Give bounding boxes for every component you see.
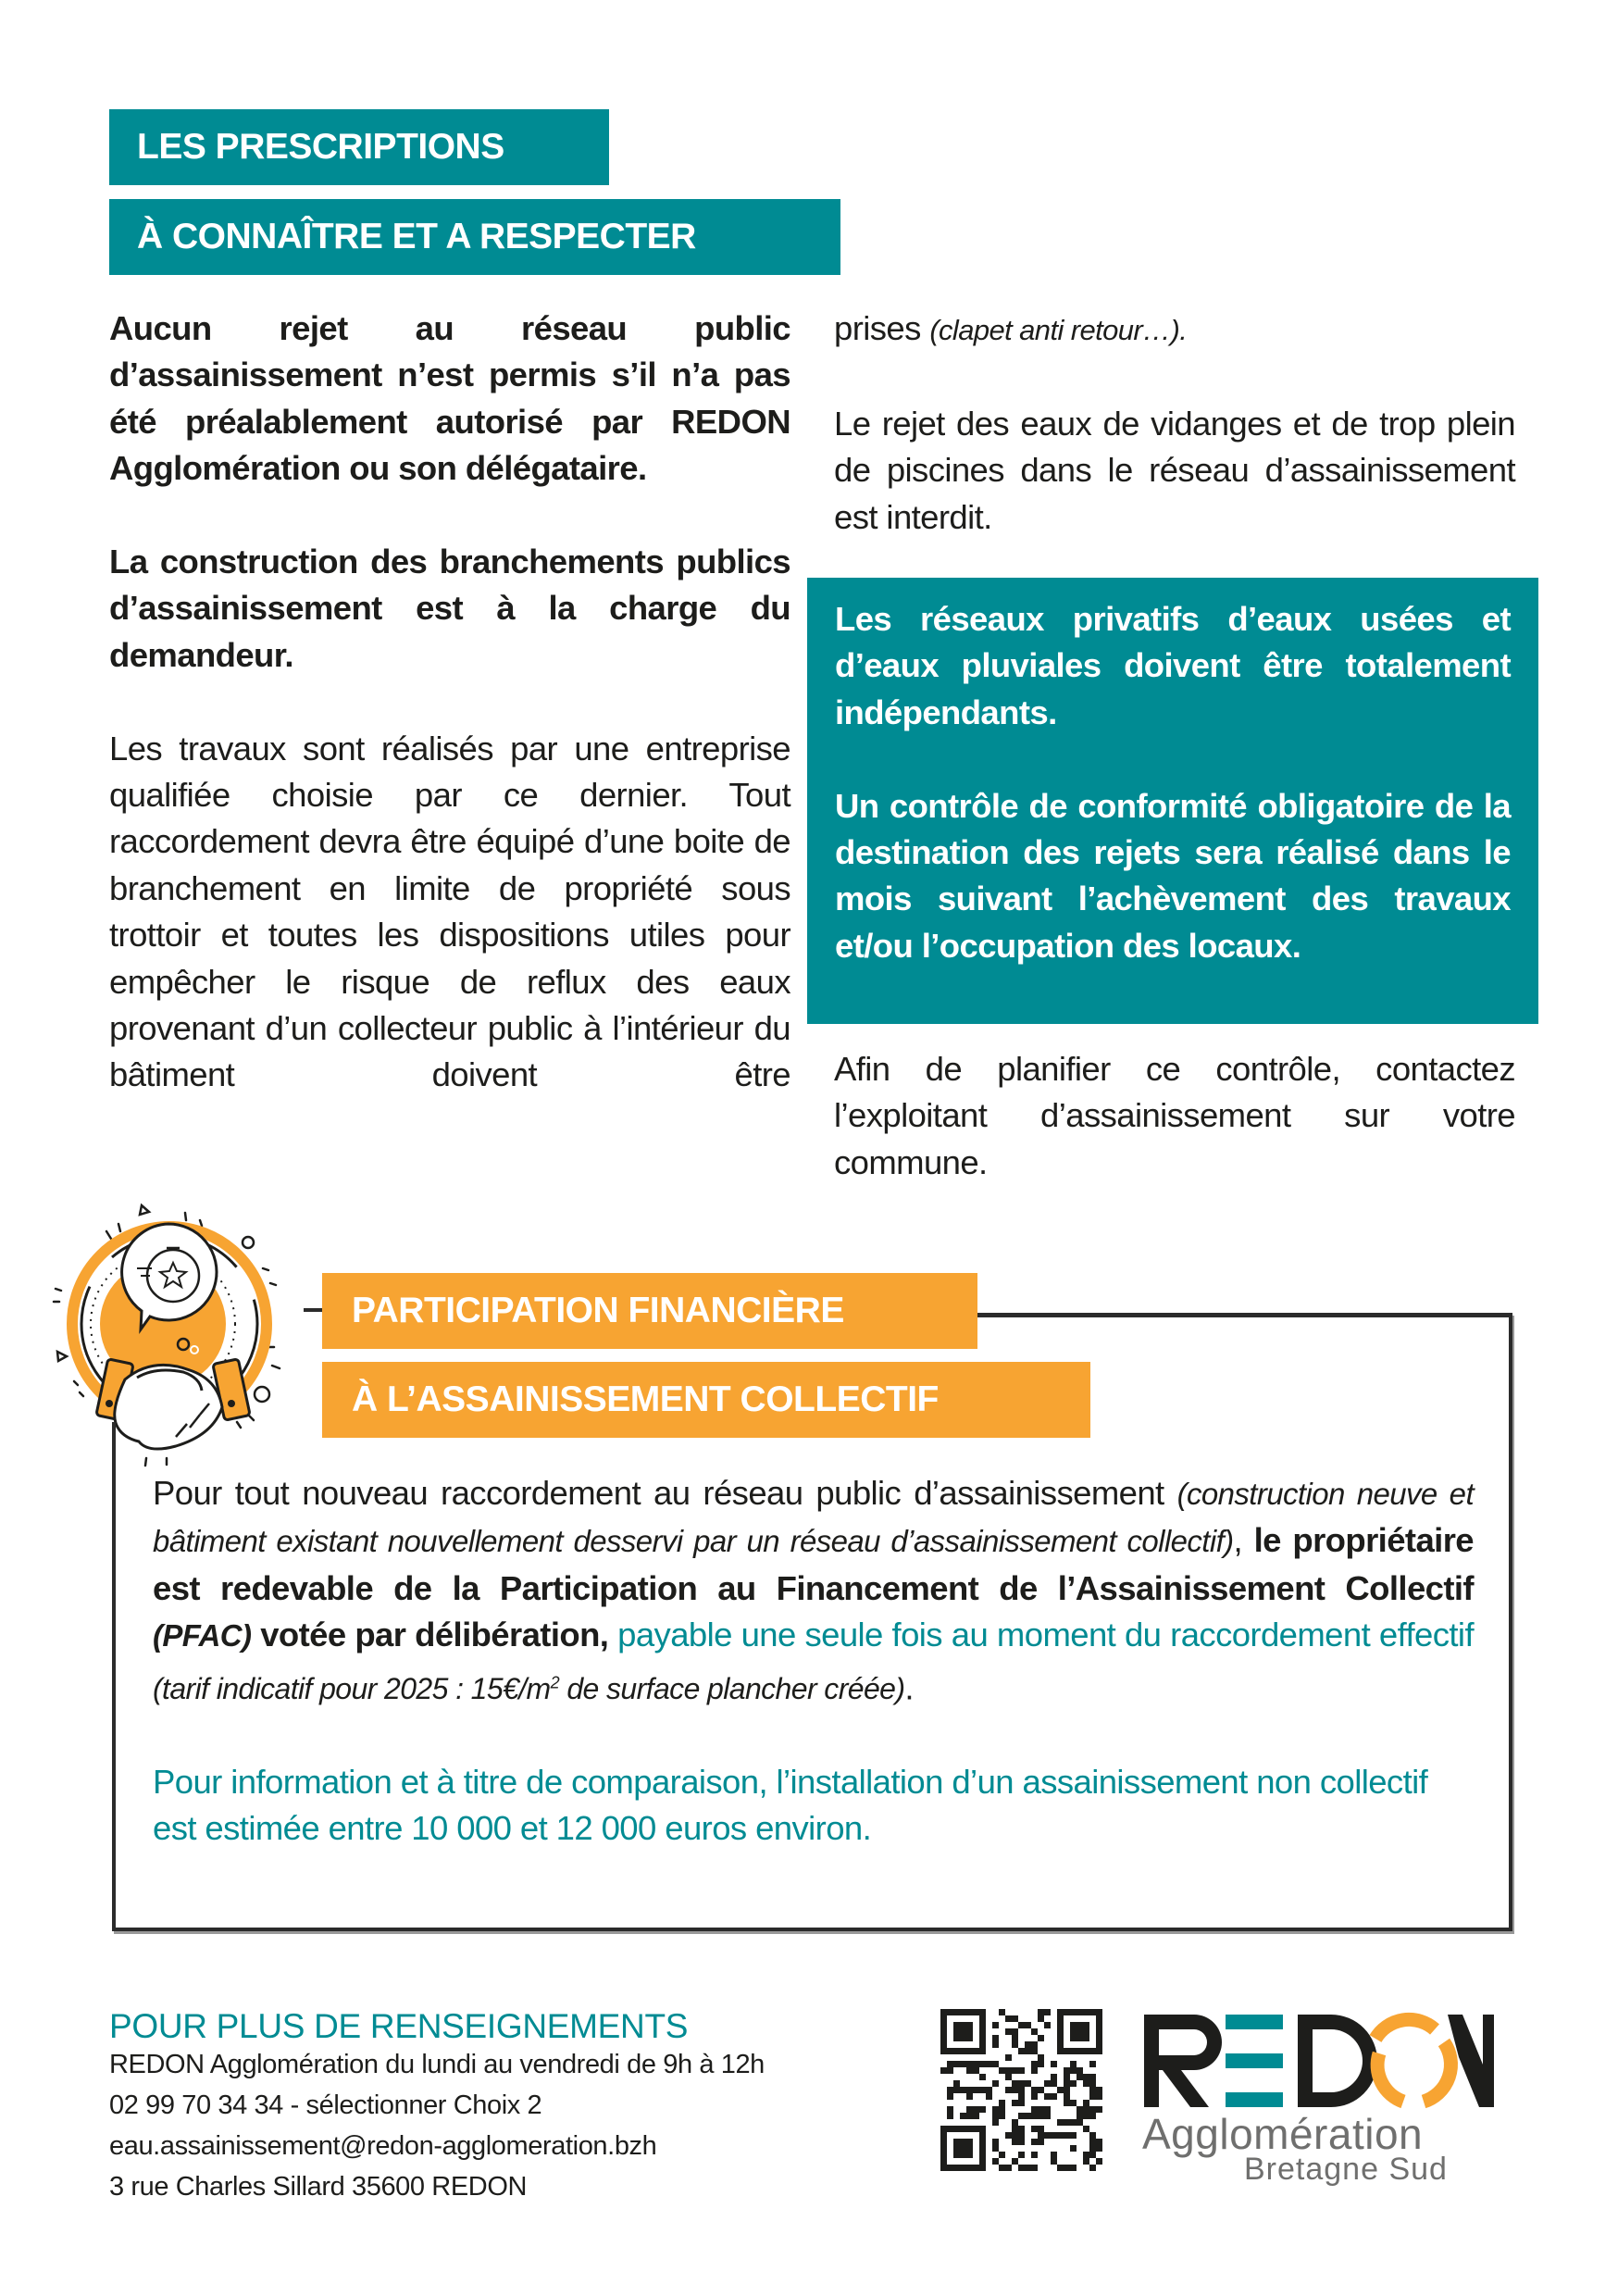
handshake-icon: [37, 1194, 370, 1481]
qr-code-icon[interactable]: [940, 2009, 1102, 2171]
qr-module: [1018, 2093, 1025, 2100]
qr-module: [973, 2106, 979, 2113]
bold-text: le propriétaire est redevable de la Participation au Financement de l’Assainissement Collectif: [153, 1521, 1475, 1607]
qr-module: [1077, 2067, 1083, 2074]
footer-phone[interactable]: 02 99 70 34 34 - sélectionner Choix 2: [109, 2090, 542, 2120]
qr-module: [999, 2100, 1005, 2106]
qr-module: [1089, 2080, 1096, 2087]
qr-module: [1031, 2106, 1038, 2113]
qr-module: [1031, 2139, 1038, 2145]
logo-agglomeration: Agglomération: [1142, 2110, 1424, 2158]
qr-module: [992, 2158, 999, 2165]
qr-module: [1012, 2067, 1018, 2074]
qr-module: [992, 2080, 999, 2087]
qr-module: [1089, 2087, 1096, 2093]
qr-module: [992, 2145, 999, 2152]
qr-module: [1038, 2132, 1044, 2139]
paragraph-pool-discharge: Le rejet des eaux de vidanges et de trop plein de piscines dans le réseau d’assainissement est interdit.: [834, 404, 1515, 536]
qr-module: [1012, 2041, 1018, 2048]
qr-module: [1057, 2087, 1064, 2093]
paragraph-separate-networks: Les réseaux privatifs d’eaux usées et d’eaux pluviales doivent être totalement indépendants.: [835, 600, 1511, 731]
qr-module: [999, 2165, 1005, 2171]
qr-module: [1038, 2015, 1044, 2022]
qr-module: [1064, 2074, 1070, 2080]
paragraph-works-end: [834, 306, 1515, 354]
text: Pour tout nouveau raccordement au réseau public d’assainissement: [153, 1474, 1164, 1512]
section-heading-prescriptions: [109, 109, 609, 185]
qr-module: [1018, 2126, 1025, 2132]
qr-module: [1089, 2145, 1096, 2152]
qr-module: [966, 2061, 973, 2067]
highlight-box: [807, 578, 1538, 1024]
qr-module: [1038, 2113, 1044, 2119]
qr-module: [1083, 2100, 1089, 2106]
qr-module: [1057, 2165, 1064, 2171]
qr-module: [1070, 2165, 1077, 2171]
right-column-top: [834, 306, 1515, 541]
qr-module: [1051, 2132, 1057, 2139]
qr-module: [999, 2067, 1005, 2074]
qr-module: [1083, 2113, 1089, 2119]
qr-module: [992, 2119, 999, 2126]
qr-module: [979, 2061, 986, 2067]
footer-address: 3 rue Charles Sillard 35600 REDON: [109, 2172, 528, 2202]
qr-module: [1012, 2028, 1018, 2035]
qr-module: [1051, 2093, 1057, 2100]
qr-module: [1044, 2022, 1051, 2028]
qr-module: [992, 2022, 999, 2028]
qr-module: [947, 2106, 953, 2113]
qr-module: [1018, 2152, 1025, 2158]
qr-module: [1018, 2113, 1025, 2119]
qr-module: [986, 2087, 992, 2093]
qr-module: [960, 2087, 966, 2093]
paragraph-pfac: [153, 1470, 1474, 1713]
qr-module: [1005, 2074, 1012, 2080]
qr-module: [1025, 2080, 1031, 2087]
qr-module: [992, 2061, 999, 2067]
qr-module: [1064, 2165, 1070, 2171]
qr-module: [1057, 2119, 1064, 2126]
qr-module: [1089, 2139, 1096, 2145]
heading-text: PARTICIPATION FINANCIÈRE: [352, 1291, 844, 1330]
qr-module: [1083, 2080, 1089, 2087]
qr-module: [1025, 2041, 1031, 2048]
heading-text: LES PRESCRIPTIONS: [137, 127, 504, 167]
right-column-bottom: [834, 1046, 1515, 1186]
qr-module: [1031, 2041, 1038, 2048]
text: ,: [1233, 1521, 1243, 1560]
paragraph-comparison: Pour information et à titre de comparaison, l’installation d’un assainissement non collectif est estimée entre 10 000 et 12 000 euros environ.: [153, 1762, 1428, 1848]
qr-module: [1038, 2126, 1044, 2132]
qr-module: [1044, 2106, 1051, 2113]
qr-module: [1077, 2119, 1083, 2126]
qr-module: [1044, 2009, 1051, 2015]
qr-module: [1051, 2152, 1057, 2158]
qr-module: [1044, 2132, 1051, 2139]
qr-module: [1038, 2087, 1044, 2093]
qr-module: [1031, 2061, 1038, 2067]
qr-module: [1005, 2165, 1012, 2171]
qr-module: [973, 2113, 979, 2119]
qr-module: [973, 2067, 979, 2074]
qr-module: [1083, 2106, 1089, 2113]
qr-module: [940, 2067, 947, 2074]
text: prises: [834, 309, 921, 347]
qr-module: [1057, 2132, 1064, 2139]
qr-module: [999, 2152, 1005, 2158]
qr-module: [1018, 2139, 1025, 2145]
qr-module: [1064, 2093, 1070, 2100]
qr-module: [1096, 2145, 1102, 2152]
qr-module: [947, 2061, 953, 2067]
qr-module: [1044, 2080, 1051, 2087]
qr-module: [992, 2113, 999, 2119]
qr-module: [1051, 2061, 1057, 2067]
qr-module: [1038, 2139, 1044, 2145]
qr-module: [1096, 2087, 1102, 2093]
qr-module: [1031, 2087, 1038, 2093]
text: de surface plancher créée): [559, 1672, 905, 1706]
qr-module: [1089, 2106, 1096, 2113]
qr-module: [1031, 2093, 1038, 2100]
qr-module: [1018, 2087, 1025, 2093]
qr-module: [973, 2087, 979, 2093]
qr-module: [973, 2061, 979, 2067]
qr-module: [1025, 2022, 1031, 2028]
paragraph-construction-cost: La construction des branchements publics d’assainissement est à la charge du demandeur.: [109, 543, 790, 674]
qr-module: [1012, 2015, 1018, 2022]
qr-module: [1025, 2048, 1031, 2054]
qr-module: [1070, 2119, 1077, 2126]
section-heading-participation: [322, 1273, 977, 1349]
qr-module: [1089, 2074, 1096, 2080]
qr-module: [1018, 2067, 1025, 2074]
paragraph-compliance-check: Un contrôle de conformité obligatoire de la destination des rejets sera réalisé dans le mois suivant l’achèvement des travaux et/ou l’occupation des locaux.: [835, 786, 1511, 965]
qr-module: [992, 2041, 999, 2048]
qr-module: [953, 2061, 960, 2067]
qr-module: [1005, 2087, 1012, 2093]
qr-module: [1018, 2132, 1025, 2139]
qr-module: [1070, 2067, 1077, 2074]
qr-module: [947, 2113, 953, 2119]
bold-text: votée par délibération,: [260, 1616, 609, 1654]
qr-module: [1083, 2158, 1089, 2165]
footer-hours: REDON Agglomération du lundi au vendredi de 9h à 12h: [109, 2050, 765, 2079]
qr-module: [1044, 2093, 1051, 2100]
qr-module: [1089, 2165, 1096, 2171]
qr-module: [1018, 2022, 1025, 2028]
tarif-note: [153, 1672, 904, 1705]
qr-module: [1031, 2152, 1038, 2158]
logo-bretagne-sud: Bretagne Sud: [1244, 2152, 1448, 2187]
qr-module: [947, 2087, 953, 2093]
qr-module: [986, 2061, 992, 2067]
text: (tarif indicatif pour 2025 : 15€/m: [153, 1672, 551, 1706]
qr-module: [979, 2106, 986, 2113]
qr-module: [1012, 2035, 1018, 2041]
qr-module: [1089, 2113, 1096, 2119]
qr-module: [1077, 2074, 1083, 2080]
qr-module: [1005, 2015, 1012, 2022]
qr-module: [1005, 2132, 1012, 2139]
qr-module: [960, 2113, 966, 2119]
qr-module: [1064, 2080, 1070, 2087]
qr-module: [1012, 2119, 1018, 2126]
italic-note: (construction neuve et bâtiment existant nouvellement desservi par un réseau d’assainissement collectif): [153, 1477, 1475, 1559]
qr-module: [1038, 2009, 1044, 2015]
qr-module: [1070, 2100, 1077, 2106]
qr-module: [1012, 2080, 1018, 2087]
qr-module: [1025, 2113, 1031, 2119]
participation-body: [153, 1470, 1474, 1853]
qr-module: [1064, 2119, 1070, 2126]
qr-module: [1096, 2139, 1102, 2145]
qr-module: [1005, 2067, 1012, 2074]
qr-module: [966, 2093, 973, 2100]
qr-module: [1031, 2028, 1038, 2035]
highlight-text: payable une seule fois au moment du raccordement effectif: [617, 1616, 1474, 1654]
qr-module: [966, 2087, 973, 2093]
qr-module: [1096, 2158, 1102, 2165]
qr-module: [1038, 2054, 1044, 2061]
qr-module: [1038, 2035, 1044, 2041]
qr-module: [1038, 2061, 1044, 2067]
qr-module: [1089, 2093, 1096, 2100]
qr-module: [979, 2074, 986, 2080]
qr-module: [1012, 2126, 1018, 2132]
qr-module: [1070, 2080, 1077, 2087]
qr-module: [1070, 2132, 1077, 2139]
qr-module: [947, 2067, 953, 2074]
text: .: [904, 1668, 914, 1707]
qr-module: [1064, 2132, 1070, 2139]
qr-module: [966, 2067, 973, 2074]
qr-module: [1051, 2074, 1057, 2080]
qr-module: [1089, 2061, 1096, 2067]
qr-module: [999, 2106, 1005, 2113]
qr-module: [1070, 2145, 1077, 2152]
qr-module: [953, 2087, 960, 2093]
qr-module: [1044, 2113, 1051, 2119]
qr-module: [1012, 2087, 1018, 2093]
qr-module: [999, 2009, 1005, 2015]
qr-module: [979, 2087, 986, 2093]
qr-module: [1064, 2100, 1070, 2106]
italic-note: (clapet anti retour…).: [929, 314, 1188, 346]
qr-module: [1031, 2165, 1038, 2171]
qr-module: [992, 2106, 999, 2113]
heading-text: À CONNAÎTRE ET A RESPECTER: [137, 217, 696, 256]
qr-module: [1077, 2113, 1083, 2119]
qr-module: [1018, 2048, 1025, 2054]
left-column: [109, 306, 790, 1099]
paragraph-no-discharge: Aucun rejet au réseau public d’assainissement n’est permis s’il n’a pas été préalablement autorisé par REDON Agglomération ou son délégataire.: [109, 309, 790, 488]
qr-module: [1096, 2106, 1102, 2113]
qr-module: [992, 2139, 999, 2145]
section-subheading-participation: [322, 1362, 1090, 1438]
paragraph-works: Les travaux sont réalisés par une entreprise qualifiée choisie par ce dernier. Tout raccordement devra être équipé d’une boite de branchement en limite de propriété sous trottoir et toutes les dispositions utiles pour empêcher le risque de reflux des eaux provenant d’un collecteur public à l’intérieur du bâtiment doivent être: [109, 729, 790, 1094]
qr-module: [1083, 2152, 1089, 2158]
qr-module: [1031, 2067, 1038, 2074]
qr-module: [1025, 2165, 1031, 2171]
qr-module: [1089, 2152, 1096, 2158]
qr-module: [1064, 2067, 1070, 2074]
qr-module: [953, 2080, 960, 2087]
qr-module: [1012, 2158, 1018, 2165]
qr-module: [1012, 2132, 1018, 2139]
paragraph-contact-operator: Afin de planifier ce contrôle, contactez l’exploitant d’assainissement sur votre commune.: [834, 1050, 1515, 1181]
qr-module: [1012, 2100, 1018, 2106]
qr-module: [1070, 2061, 1077, 2067]
footer-title: POUR PLUS DE RENSEIGNEMENTS: [109, 2007, 689, 2045]
qr-module: [1031, 2126, 1038, 2132]
redon-logo: [1142, 2007, 1494, 2187]
footer-email[interactable]: eau.assainissement@redon-agglomeration.bzh: [109, 2131, 657, 2161]
qr-module: [1083, 2074, 1089, 2080]
qr-module: [1051, 2158, 1057, 2165]
qr-module: [992, 2035, 999, 2041]
superscript: 2: [550, 1673, 560, 1692]
qr-module: [1005, 2054, 1012, 2061]
qr-module: [986, 2093, 992, 2100]
qr-module: [999, 2113, 1005, 2119]
qr-module: [1005, 2028, 1012, 2035]
qr-module: [1051, 2080, 1057, 2087]
qr-module: [1083, 2126, 1089, 2132]
qr-module: [947, 2093, 953, 2100]
qr-module: [1096, 2093, 1102, 2100]
heading-text: À L’ASSAINISSEMENT COLLECTIF: [352, 1379, 939, 1419]
pfac-abbrev: (PFAC): [153, 1618, 252, 1653]
qr-module: [1077, 2106, 1083, 2113]
qr-module: [1031, 2048, 1038, 2054]
qr-module: [1018, 2165, 1025, 2171]
qr-module: [1018, 2100, 1025, 2106]
qr-module: [960, 2061, 966, 2067]
qr-module: [1038, 2106, 1044, 2113]
qr-module: [1012, 2139, 1018, 2145]
qr-module: [1018, 2080, 1025, 2087]
section-subheading-prescriptions: [109, 199, 840, 275]
qr-module: [966, 2113, 973, 2119]
qr-module: [966, 2106, 973, 2113]
qr-module: [1031, 2113, 1038, 2119]
qr-module: [1089, 2132, 1096, 2139]
qr-module: [1064, 2087, 1070, 2093]
